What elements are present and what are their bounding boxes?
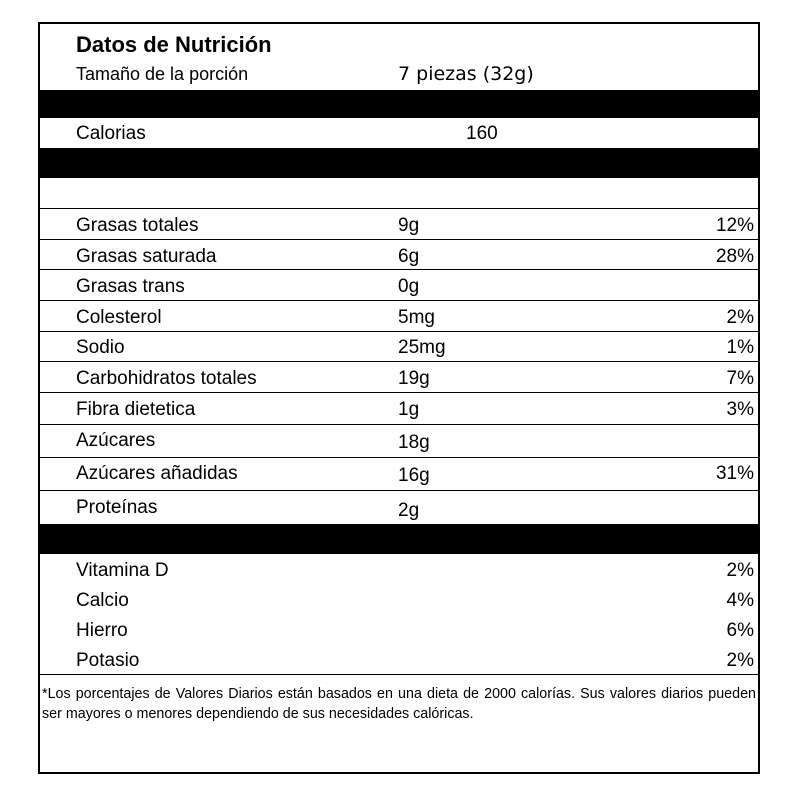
nutrient-name: Grasas totales <box>76 215 199 236</box>
nutrient-name: Carbohidratos totales <box>76 368 257 389</box>
nutrient-name: Sodio <box>76 337 125 358</box>
divider-line <box>40 674 758 675</box>
serving-size-label: Tamaño de la porción <box>76 64 249 84</box>
nutrient-name: Fibra dietetica <box>76 399 196 420</box>
vitamin-daily-value: 2% <box>726 560 754 581</box>
vitamin-name: Hierro <box>76 620 128 641</box>
nutrient-amount: 9g <box>398 215 420 236</box>
nutrient-amount: 0g <box>398 276 420 297</box>
nutrient-daily-value: 12% <box>715 215 754 236</box>
vitamin-name: Potasio <box>76 650 140 671</box>
calories-value: 160 <box>466 123 498 144</box>
nutrient-name: Grasas saturada <box>76 246 217 267</box>
nutrient-amount: 5mg <box>398 307 435 328</box>
divider-line <box>40 239 758 240</box>
divider-line <box>40 361 758 362</box>
nutrient-name: Azúcares <box>76 430 156 451</box>
nutrient-name: Proteínas <box>76 497 158 518</box>
footnote: *Los porcentajes de Valores Diarios están basados en una dieta de 2000 calorías. Sus valores diarios pueden ser mayores o menores dependiendo de sus necesidades calóricas. <box>42 686 756 722</box>
nutrient-daily-value: 1% <box>726 337 754 358</box>
divider-line <box>40 269 758 270</box>
vitamin-daily-value: 6% <box>726 620 754 641</box>
divider-line <box>40 424 758 425</box>
divider-line <box>40 490 758 491</box>
nutrient-name: Grasas trans <box>76 276 185 297</box>
vitamin-name: Vitamina D <box>76 560 169 581</box>
vitamin-name: Calcio <box>76 590 129 611</box>
separator-bar-calories <box>40 148 758 178</box>
nutrient-amount: 1g <box>398 399 420 420</box>
nutrient-daily-value: 31% <box>715 463 754 484</box>
divider-line <box>40 208 758 209</box>
serving-size-value: 7 piezas (32g) <box>398 63 534 85</box>
nutrient-daily-value: 7% <box>726 368 754 389</box>
nutrient-daily-value: 3% <box>726 399 754 420</box>
divider-line <box>40 457 758 458</box>
vitamin-daily-value: 2% <box>726 650 754 671</box>
nutrient-amount: 25mg <box>398 337 446 358</box>
nutrition-facts-label <box>38 22 760 774</box>
nutrient-name: Azúcares añadidas <box>76 463 238 484</box>
nutrient-amount: 16g <box>398 465 430 486</box>
calories-label: Calorias <box>76 123 146 144</box>
nutrient-amount: 18g <box>398 432 430 453</box>
separator-bar-vitamins <box>40 524 758 554</box>
nutrient-amount: 2g <box>398 500 420 521</box>
nutrient-daily-value: 28% <box>715 246 754 267</box>
nutrient-amount: 6g <box>398 246 420 267</box>
nutrient-name: Colesterol <box>76 307 162 328</box>
divider-line <box>40 392 758 393</box>
vitamin-daily-value: 4% <box>726 590 754 611</box>
divider-line <box>40 300 758 301</box>
separator-bar-top <box>40 90 758 118</box>
divider-line <box>40 331 758 332</box>
nutrient-daily-value: 2% <box>726 307 754 328</box>
label-title: Datos de Nutrición <box>76 32 272 57</box>
nutrient-amount: 19g <box>398 368 430 389</box>
